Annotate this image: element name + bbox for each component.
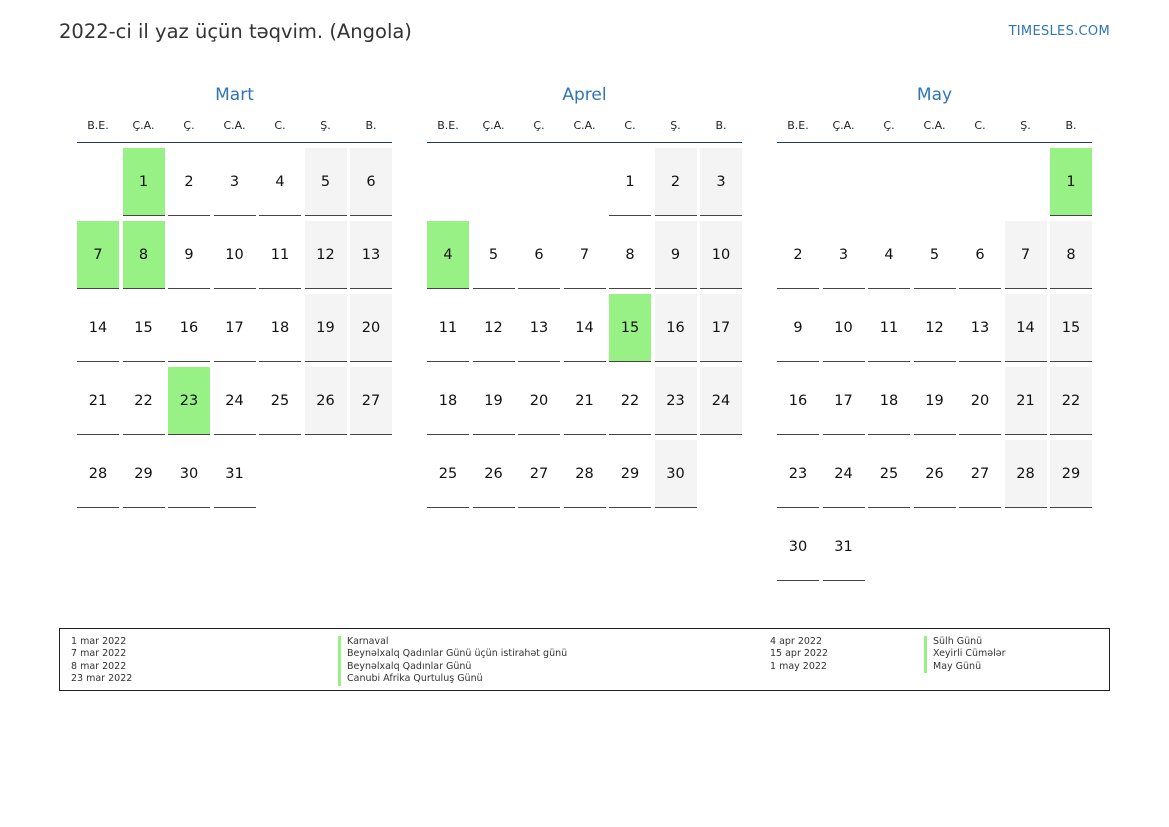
weekday-header (77, 106, 392, 143)
day-cell: 24 (700, 367, 742, 435)
day-cell: 7 (564, 221, 606, 289)
holiday-day-cell: 1 (123, 148, 165, 216)
day-cell: 2 (777, 221, 819, 289)
day-cell: 17 (214, 294, 256, 362)
holiday-legend (59, 628, 1110, 691)
day-cell: 3 (823, 221, 865, 289)
legend-date: 4 apr 2022 (770, 636, 823, 647)
day-cell: 3 (700, 148, 742, 216)
legend-name: Karnaval (338, 636, 567, 648)
weekday-label: B.E. (437, 119, 459, 132)
holiday-day-cell: 8 (123, 221, 165, 289)
day-cell: 5 (473, 221, 515, 289)
day-cell: 12 (305, 221, 347, 289)
day-cell: 24 (823, 440, 865, 508)
day-cell: 29 (609, 440, 651, 508)
weekday-label: C. (974, 119, 986, 132)
day-cell: 14 (564, 294, 606, 362)
day-cell: 25 (259, 367, 301, 435)
month-aprel (427, 84, 742, 583)
day-cell: 20 (518, 367, 560, 435)
day-cell: 15 (1050, 294, 1092, 362)
day-cell: 27 (350, 367, 392, 435)
weekday-label: Ş. (670, 119, 681, 132)
weekday-label: Ç.A. (482, 119, 505, 132)
day-cell: 16 (655, 294, 697, 362)
day-cell: 10 (823, 294, 865, 362)
day-cell: 11 (259, 221, 301, 289)
day-cell: 8 (1050, 221, 1092, 289)
day-cell: 6 (350, 148, 392, 216)
weekday-label: C. (274, 119, 286, 132)
day-cell: 24 (214, 367, 256, 435)
month-title: May (916, 85, 953, 105)
day-cell: 3 (214, 148, 256, 216)
legend-dates-left (71, 636, 132, 686)
month-may (777, 84, 1092, 583)
day-cell: 25 (868, 440, 910, 508)
legend-names-right (924, 636, 1006, 673)
weekday-header (427, 106, 742, 143)
day-cell: 30 (168, 440, 210, 508)
month-title: Aprel (562, 85, 607, 105)
day-cell: 18 (427, 367, 469, 435)
legend-date: 7 mar 2022 (71, 648, 127, 660)
legend-name: Beynəlxalq Qadınlar Günü (338, 661, 567, 673)
day-cell: 16 (168, 294, 210, 362)
day-cell: 5 (305, 148, 347, 216)
weekday-label: Ç. (183, 119, 195, 132)
day-cell: 9 (168, 221, 210, 289)
weekday-label: Ç.A. (132, 119, 155, 132)
weekday-label: Ç. (533, 119, 545, 132)
days-grid (427, 143, 742, 583)
day-cell: 14 (77, 294, 119, 362)
holiday-day-cell: 4 (427, 221, 469, 289)
day-cell: 6 (959, 221, 1001, 289)
day-cell: 30 (655, 440, 697, 508)
day-cell: 4 (259, 148, 301, 216)
day-cell: 13 (518, 294, 560, 362)
day-cell: 18 (259, 294, 301, 362)
day-cell: 21 (77, 367, 119, 435)
holiday-day-cell: 23 (168, 367, 210, 435)
legend-date: 8 mar 2022 (71, 660, 127, 672)
day-cell: 9 (777, 294, 819, 362)
day-cell: 8 (609, 221, 651, 289)
day-cell: 20 (350, 294, 392, 362)
weekday-label: C.A. (223, 119, 246, 132)
day-cell: 28 (1005, 440, 1047, 508)
day-cell: 2 (655, 148, 697, 216)
legend-name: Beynəlxalq Qadınlar Günü üçün istirahət günü (338, 648, 567, 660)
day-cell: 25 (427, 440, 469, 508)
legend-date: 1 may 2022 (770, 660, 827, 672)
holiday-day-cell: 7 (77, 221, 119, 289)
legend-name: Sülh Günü (924, 636, 1006, 648)
legend-name: Xeyirli Cümələr (924, 648, 1006, 660)
weekday-label: C. (624, 119, 636, 132)
day-cell: 26 (473, 440, 515, 508)
holiday-day-cell: 15 (609, 294, 651, 362)
site-link[interactable]: TIMESLES.COM (1008, 24, 1110, 39)
day-cell: 19 (473, 367, 515, 435)
day-cell: 10 (214, 221, 256, 289)
day-cell: 5 (914, 221, 956, 289)
day-cell: 13 (959, 294, 1001, 362)
day-cell: 26 (305, 367, 347, 435)
day-cell: 19 (305, 294, 347, 362)
day-cell: 15 (123, 294, 165, 362)
month-title: Mart (215, 85, 254, 105)
day-cell: 13 (350, 221, 392, 289)
day-cell: 31 (823, 513, 865, 581)
day-cell: 28 (77, 440, 119, 508)
day-cell: 21 (564, 367, 606, 435)
day-cell: 12 (473, 294, 515, 362)
holiday-day-cell: 1 (1050, 148, 1092, 216)
weekday-label: C.A. (573, 119, 596, 132)
weekday-label: C.A. (923, 119, 946, 132)
day-cell: 20 (959, 367, 1001, 435)
day-cell: 1 (609, 148, 651, 216)
day-cell: 10 (700, 221, 742, 289)
day-cell: 17 (823, 367, 865, 435)
days-grid (77, 143, 392, 583)
day-cell: 11 (427, 294, 469, 362)
day-cell: 12 (914, 294, 956, 362)
day-cell: 31 (214, 440, 256, 508)
month-mart (77, 84, 392, 583)
day-cell: 16 (777, 367, 819, 435)
day-cell: 23 (655, 367, 697, 435)
day-cell: 19 (914, 367, 956, 435)
day-cell: 4 (868, 221, 910, 289)
day-cell: 18 (868, 367, 910, 435)
day-cell: 22 (1050, 367, 1092, 435)
legend-date: 23 mar 2022 (71, 673, 133, 685)
legend-name: Canubi Afrika Qurtuluş Günü (338, 673, 567, 685)
day-cell: 22 (609, 367, 651, 435)
weekday-label: B. (1065, 119, 1077, 132)
legend-date: 1 mar 2022 (71, 636, 127, 647)
day-cell: 28 (564, 440, 606, 508)
day-cell: 9 (655, 221, 697, 289)
legend-dates-right (770, 636, 828, 673)
weekday-label: Ç.A. (832, 119, 855, 132)
legend-names-left (338, 636, 567, 686)
day-cell: 29 (1050, 440, 1092, 508)
weekday-label: Ş. (1020, 119, 1031, 132)
days-grid (777, 143, 1092, 583)
page-title: 2022-ci il yaz üçün təqvim. (Angola) (59, 20, 412, 43)
day-cell: 27 (959, 440, 1001, 508)
weekday-label: B.E. (87, 119, 109, 132)
day-cell: 14 (1005, 294, 1047, 362)
day-cell: 7 (1005, 221, 1047, 289)
weekday-label: B. (715, 119, 727, 132)
weekday-header (777, 106, 1092, 143)
weekday-label: B. (365, 119, 377, 132)
day-cell: 23 (777, 440, 819, 508)
day-cell: 17 (700, 294, 742, 362)
day-cell: 26 (914, 440, 956, 508)
legend-name: May Günü (924, 661, 1006, 673)
day-cell: 29 (123, 440, 165, 508)
legend-date: 15 apr 2022 (770, 648, 829, 660)
weekday-label: Ş. (320, 119, 331, 132)
day-cell: 11 (868, 294, 910, 362)
day-cell: 22 (123, 367, 165, 435)
weekday-label: B.E. (787, 119, 809, 132)
weekday-label: Ç. (883, 119, 895, 132)
day-cell: 30 (777, 513, 819, 581)
day-cell: 2 (168, 148, 210, 216)
day-cell: 6 (518, 221, 560, 289)
day-cell: 21 (1005, 367, 1047, 435)
day-cell: 27 (518, 440, 560, 508)
